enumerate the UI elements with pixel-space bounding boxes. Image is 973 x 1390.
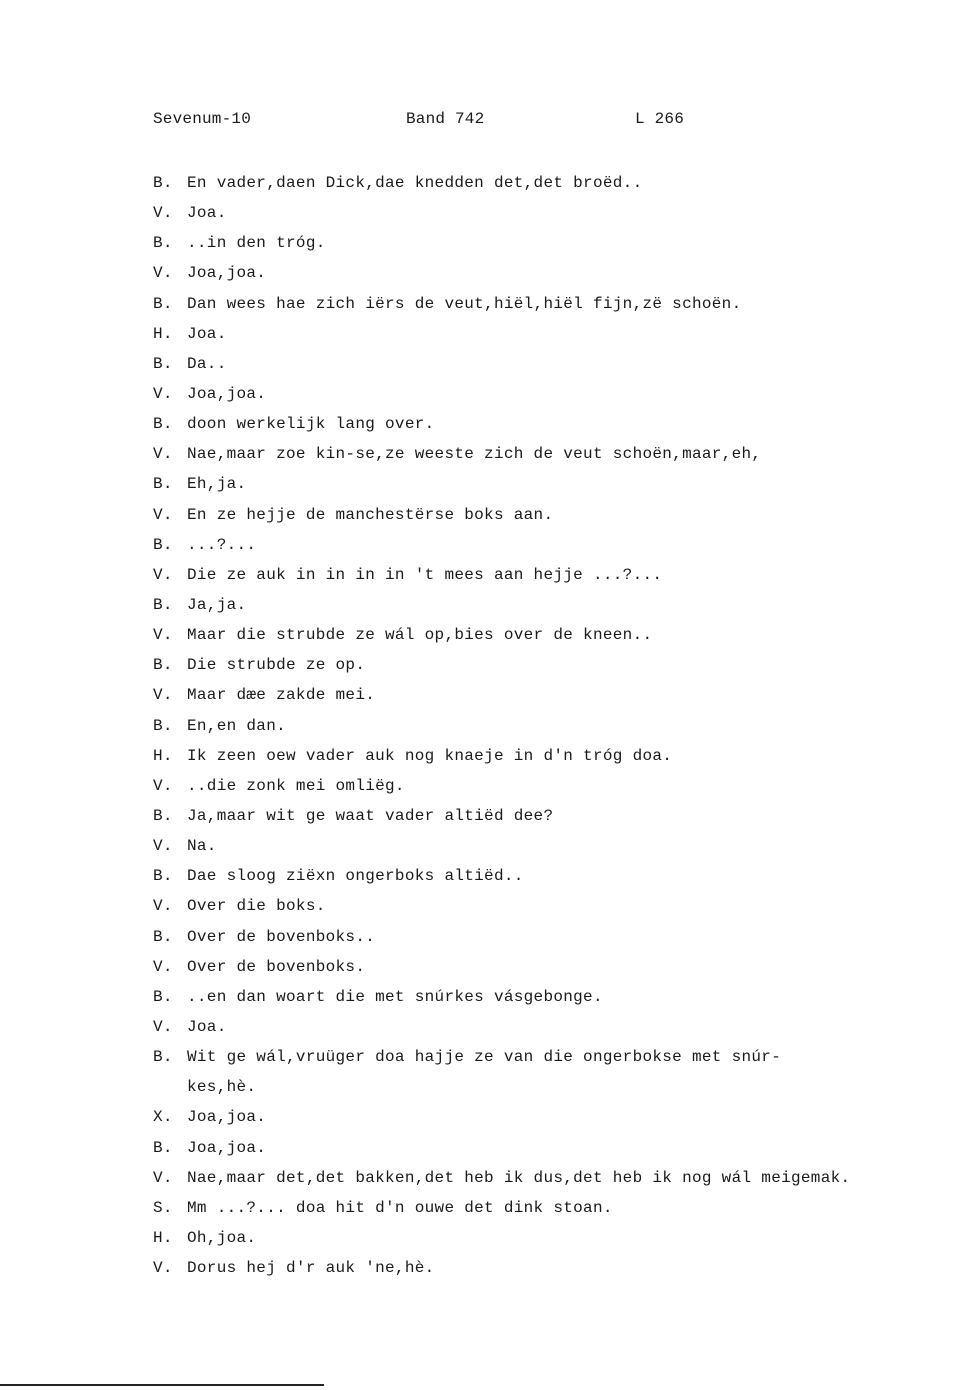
transcript-line bbox=[153, 172, 913, 202]
transcript-line bbox=[153, 865, 913, 895]
speaker-label: V. bbox=[153, 1259, 173, 1278]
utterance-text: Die ze auk in in in in 't mees aan hejje ...?... bbox=[187, 565, 663, 584]
transcript-line bbox=[153, 232, 913, 262]
utterance-text: Maar die strubde ze wál op,bies over de kneen.. bbox=[187, 626, 653, 645]
utterance-text: Joa,joa. bbox=[187, 1138, 267, 1157]
utterance-text: Ik zeen oew vader auk nog knaeje in d'n tróg doa. bbox=[187, 746, 673, 765]
transcript-line bbox=[153, 986, 913, 1016]
utterance-text: Over de bovenboks. bbox=[187, 957, 366, 976]
speaker-label: V. bbox=[153, 445, 173, 464]
utterance-text: Ja,maar wit ge waat vader altiëd dee? bbox=[187, 806, 554, 825]
transcript-line bbox=[153, 353, 913, 383]
transcript-line bbox=[153, 1257, 913, 1287]
transcript-line bbox=[153, 473, 913, 503]
speaker-label bbox=[153, 1076, 187, 1106]
speaker-label: B. bbox=[153, 415, 173, 434]
utterance-text: Die strubde ze op. bbox=[187, 656, 366, 675]
transcript-line bbox=[153, 1046, 913, 1076]
utterance-text: Joa,joa. bbox=[187, 384, 267, 403]
speaker-label: B. bbox=[153, 987, 173, 1006]
speaker-label: B. bbox=[153, 595, 173, 614]
utterance-text: En,en dan. bbox=[187, 716, 287, 735]
utterance-text: Da.. bbox=[187, 354, 227, 373]
utterance-text: Joa,joa. bbox=[187, 264, 267, 283]
utterance-text: doon werkelijk lang over. bbox=[187, 415, 435, 434]
speaker-label: B. bbox=[153, 1138, 173, 1157]
speaker-label: H. bbox=[153, 324, 173, 343]
transcript-line bbox=[153, 1016, 913, 1046]
utterance-text: Maar dæe zakde mei. bbox=[187, 686, 376, 705]
page-header bbox=[153, 110, 713, 134]
utterance-text: Joa. bbox=[187, 204, 227, 223]
transcript-line bbox=[153, 835, 913, 865]
utterance-text: ..die zonk mei omliëg. bbox=[187, 776, 405, 795]
transcript-line bbox=[153, 202, 913, 232]
transcript-line bbox=[153, 564, 913, 594]
header-band: Band 742 bbox=[406, 110, 485, 128]
header-code: L 266 bbox=[635, 110, 685, 128]
speaker-label: B. bbox=[153, 656, 173, 675]
transcript-line bbox=[153, 1076, 913, 1106]
utterance-text: Ja,ja. bbox=[187, 595, 247, 614]
utterance-text: Dae sloog ziëxn ongerboks altiëd.. bbox=[187, 867, 524, 886]
speaker-label: V. bbox=[153, 686, 173, 705]
speaker-label: B. bbox=[153, 354, 173, 373]
utterance-text: Nae,maar zoe kin-se,ze weeste zich de veut schoën,maar,eh, bbox=[187, 445, 762, 464]
transcript-line bbox=[153, 594, 913, 624]
utterance-text: En ze hejje de manchestërse boks aan. bbox=[187, 505, 554, 524]
transcript-line bbox=[153, 805, 913, 835]
transcript-line bbox=[153, 926, 913, 956]
transcript-line bbox=[153, 262, 913, 292]
transcript-line bbox=[153, 715, 913, 745]
utterance-text: ...?... bbox=[187, 535, 257, 554]
transcript-line bbox=[153, 1167, 913, 1197]
speaker-label: V. bbox=[153, 897, 173, 916]
utterance-text: Joa. bbox=[187, 1017, 227, 1036]
utterance-text: ..in den tróg. bbox=[187, 234, 326, 253]
transcript-line bbox=[153, 775, 913, 805]
speaker-label: V. bbox=[153, 957, 173, 976]
utterance-text: Joa,joa. bbox=[187, 1108, 267, 1127]
speaker-label: X. bbox=[153, 1108, 173, 1127]
speaker-label: V. bbox=[153, 264, 173, 283]
speaker-label: B. bbox=[153, 806, 173, 825]
utterance-text: En vader,daen Dick,dae knedden det,det broëd.. bbox=[187, 174, 643, 192]
transcript-line bbox=[153, 895, 913, 925]
utterance-text: Mm ...?... doa hit d'n ouwe det dink stoan. bbox=[187, 1198, 613, 1217]
speaker-label: B. bbox=[153, 1048, 173, 1067]
speaker-label: V. bbox=[153, 565, 173, 584]
transcript-line bbox=[153, 1227, 913, 1257]
transcript-line bbox=[153, 1137, 913, 1167]
speaker-label: H. bbox=[153, 1228, 173, 1247]
utterance-text: Na. bbox=[187, 837, 217, 856]
header-location: Sevenum-10 bbox=[153, 110, 252, 128]
speaker-label: B. bbox=[153, 234, 173, 253]
speaker-label: B. bbox=[153, 535, 173, 554]
utterance-text: Nae,maar det,det bakken,det heb ik dus,det heb ik nog wál meigemak. bbox=[187, 1168, 851, 1187]
speaker-label: B. bbox=[153, 867, 173, 886]
transcript-line bbox=[153, 504, 913, 534]
transcript-line bbox=[153, 443, 913, 473]
speaker-label: V. bbox=[153, 1017, 173, 1036]
transcript-line bbox=[153, 534, 913, 564]
speaker-label: V. bbox=[153, 837, 173, 856]
utterance-text: Wit ge wál,vruüger doa hajje ze van die ongerbokse met snúr- bbox=[187, 1048, 782, 1067]
utterance-text: Dorus hej d'r auk 'ne,hè. bbox=[187, 1259, 435, 1278]
speaker-label: V. bbox=[153, 1168, 173, 1187]
speaker-label: V. bbox=[153, 505, 173, 524]
transcript-line bbox=[153, 1106, 913, 1136]
utterance-text: Over de bovenboks.. bbox=[187, 927, 376, 946]
utterance-text: kes,hè. bbox=[187, 1078, 257, 1097]
transcript-line bbox=[153, 413, 913, 443]
transcript-line bbox=[153, 1197, 913, 1227]
transcript-line bbox=[153, 654, 913, 684]
utterance-text: Dan wees hae zich iërs de veut,hiël,hiël fijn,zë schoën. bbox=[187, 294, 742, 313]
utterance-text: Oh,joa. bbox=[187, 1228, 257, 1247]
speaker-label: V. bbox=[153, 204, 173, 223]
transcript-line bbox=[153, 956, 913, 986]
speaker-label: B. bbox=[153, 927, 173, 946]
speaker-label: B. bbox=[153, 475, 173, 494]
speaker-label: S. bbox=[153, 1198, 173, 1217]
speaker-label: V. bbox=[153, 384, 173, 403]
speaker-label: V. bbox=[153, 626, 173, 645]
transcript-line bbox=[153, 745, 913, 775]
speaker-label: B. bbox=[153, 716, 173, 735]
transcript-line bbox=[153, 624, 913, 654]
utterance-text: Over die boks. bbox=[187, 897, 326, 916]
utterance-text: ..en dan woart die met snúrkes vásgebonge. bbox=[187, 987, 603, 1006]
speaker-label: B. bbox=[153, 294, 173, 313]
transcript bbox=[153, 172, 913, 1287]
speaker-label: V. bbox=[153, 776, 173, 795]
utterance-text: Joa. bbox=[187, 324, 227, 343]
transcript-line bbox=[153, 383, 913, 413]
footer-rule bbox=[0, 1384, 324, 1386]
transcript-line bbox=[153, 323, 913, 353]
speaker-label: H. bbox=[153, 746, 173, 765]
transcript-line bbox=[153, 293, 913, 323]
transcript-line bbox=[153, 684, 913, 714]
utterance-text: Eh,ja. bbox=[187, 475, 247, 494]
speaker-label: B. bbox=[153, 174, 173, 192]
